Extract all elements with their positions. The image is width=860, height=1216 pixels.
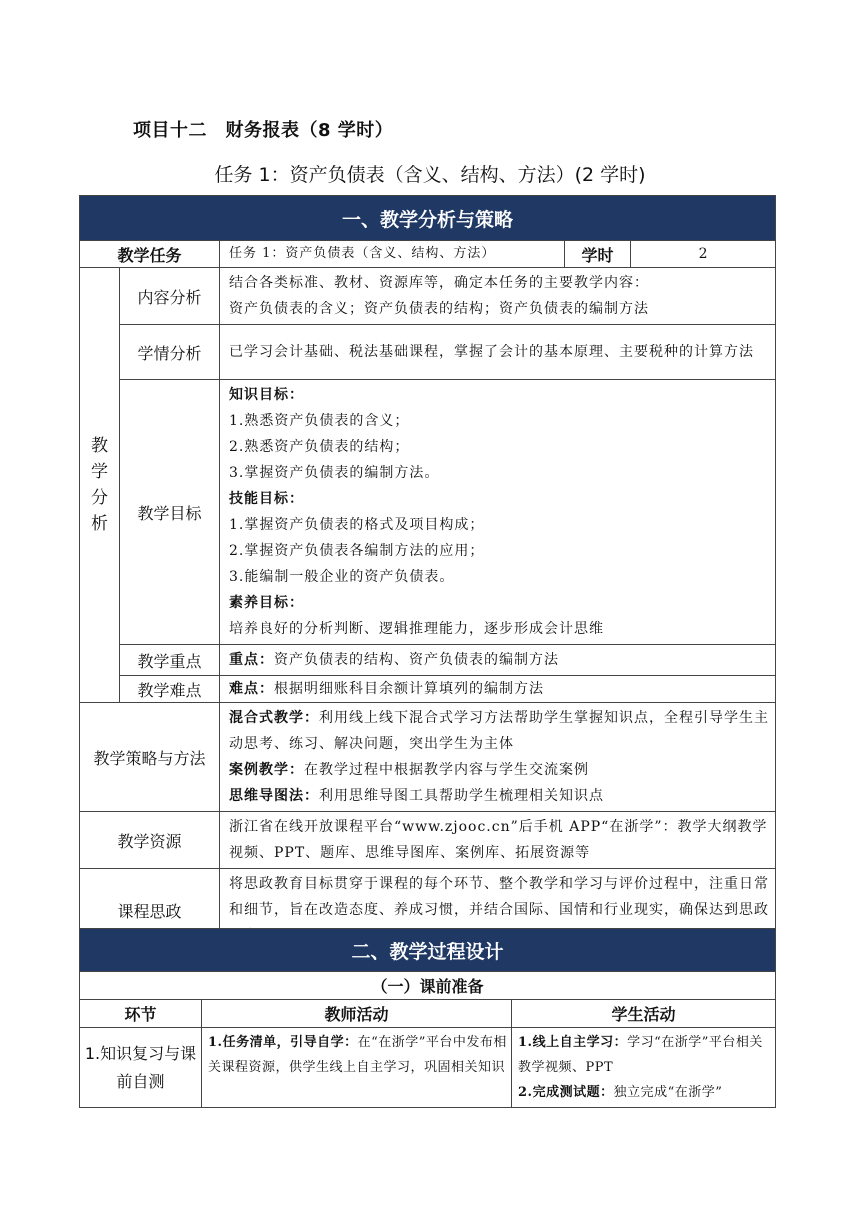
strategy-2-prefix: 案例教学： [229,762,304,778]
knowledge-heading: 知识目标： [229,387,304,403]
key-prefix: 重点： [229,652,274,668]
strategy-1-prefix: 混合式教学： [229,710,319,726]
knowledge-item: 3.掌握资产负债表的编制方法。 [229,465,440,481]
hours-value: 2 [631,241,776,268]
difficult-points-label: 教学难点 [120,676,220,703]
row1-stage: 1.知识复习与课前自测 [80,1028,202,1108]
strategy-text [220,703,776,812]
col-stage-header: 环节 [80,1000,202,1028]
teaching-goals-text [220,380,776,645]
learner-analysis-text: 已学习会计基础、税法基础课程，掌握了会计的基本原理、主要税种的计算方法 [220,325,776,380]
resources-text: 浙江省在线开放课程平台“www.zjooc.cn”后手机 APP“在浙学”：教学大纲教学视频、PPT、题库、思维导图库、案例库、拓展资源等 [220,812,776,869]
row1-student-1-text: 学习“在浙学”平台相关教学视频、PPT [518,1035,763,1075]
ideology-label: 课程思政 [80,869,220,952]
subsection-title: （一）课前准备 [80,972,776,1000]
teaching-goals-label: 教学目标 [120,380,220,645]
hours-label: 学时 [565,241,631,268]
content-line-2: 资产负债表的含义；资产负债表的结构；资产负债表的编制方法 [229,301,649,317]
row1-teacher-text: 在“在浙学”平台中发布相关课程资源，供学生线上自主学习，巩固相关知识 [208,1035,507,1075]
col-student-header: 学生活动 [512,1000,776,1028]
content-line-1: 结合各类标准、教材、资源库等，确定本任务的主要教学内容： [229,275,649,291]
strategy-1-text: 利用线上线下混合式学习方法帮助学生掌握知识点，全程引导学生主动思考、练习、解决问题，突出学生为主体 [229,710,769,752]
row1-student-2-prefix: 2.完成测试题： [518,1085,614,1100]
strategy-2-text: 在教学过程中根据教学内容与学生交流案例 [304,762,589,778]
difficult-prefix: 难点： [229,681,274,697]
learner-analysis-label: 学情分析 [120,325,220,380]
strategy-label: 教学策略与方法 [80,703,220,812]
resources-label: 教学资源 [80,812,220,869]
content-analysis-label: 内容分析 [120,268,220,325]
analysis-vertical-label [80,268,120,703]
knowledge-item: 2.熟悉资产负债表的结构； [229,439,410,455]
quality-text: 培养良好的分析判断、逻辑推理能力，逐步形成会计思维 [229,621,604,637]
skill-item: 3.能编制一般企业的资产负债表。 [229,569,455,585]
row1-student [512,1028,776,1108]
skill-item: 1.掌握资产负债表的格式及项目构成； [229,517,485,533]
row1-teacher-prefix: 1.任务清单，引导自学： [208,1035,358,1050]
section-1-title: 一、教学分析与策略 [80,196,776,241]
difficult-text: 根据明细账科目余额计算填列的编制方法 [274,681,544,697]
key-points-text [220,645,776,676]
quality-heading: 素养目标： [229,595,304,611]
row1-teacher [202,1028,512,1108]
skill-heading: 技能目标： [229,491,304,507]
task-value: 任务 1：资产负债表（含义、结构、方法） [220,241,565,268]
teaching-analysis-table [79,195,776,952]
row1-student-2-text: 独立完成“在浙学” [613,1085,723,1100]
skill-item: 2.掌握资产负债表各编制方法的应用； [229,543,485,559]
key-text: 资产负债表的结构、资产负债表的编制方法 [274,652,559,668]
section-2-title: 二、教学过程设计 [80,929,776,972]
row1-student-1-prefix: 1.线上自主学习： [518,1035,628,1050]
content-analysis-text [220,268,776,325]
col-teacher-header: 教师活动 [202,1000,512,1028]
ideology-text: 将思政教育目标贯穿于课程的每个环节、整个教学和学习与评价过程中，注重日常和细节，旨在改造态度、养成习惯，并结合国际、国情和行业现实，确保达到思政 [220,869,776,952]
project-title: 项目十二 财务报表（8 学时） [133,120,394,141]
knowledge-item: 1.熟悉资产负债表的含义； [229,413,410,429]
key-points-label: 教学重点 [120,645,220,676]
task-label: 教学任务 [80,241,220,268]
task-title: 任务 1：资产负债表（含义、结构、方法）(2 学时) [214,164,646,186]
strategy-3-prefix: 思维导图法： [229,788,319,804]
analysis-label-text: 教 学 分 析 [91,436,108,534]
teaching-process-table [79,928,776,1108]
strategy-3-text: 利用思维导图工具帮助学生梳理相关知识点 [319,788,604,804]
difficult-points-text [220,676,776,703]
